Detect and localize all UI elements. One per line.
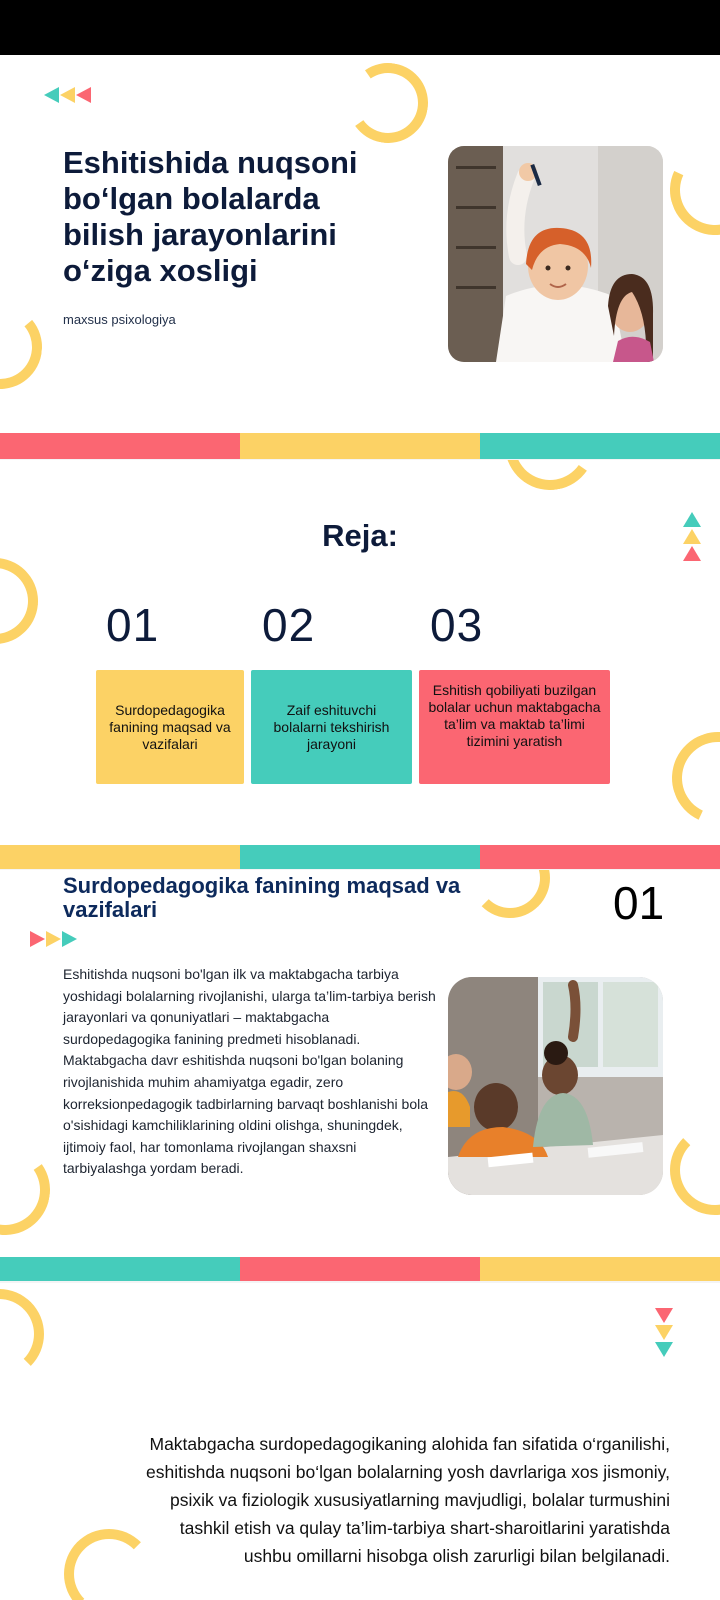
plan-card	[96, 670, 244, 784]
subtitle: maxsus psixologiya	[63, 312, 176, 327]
plan-number: 01	[106, 599, 160, 651]
yellow-arc-icon	[342, 57, 435, 150]
child-photo	[448, 146, 663, 362]
slide-text	[0, 1283, 720, 1600]
yellow-arc-icon	[0, 301, 46, 392]
slide-section-01	[0, 870, 720, 1255]
color-stripe	[0, 1257, 720, 1283]
left-arrows-icon	[44, 85, 94, 105]
status-bar	[0, 0, 720, 55]
classroom-photo	[448, 977, 663, 1195]
plan-number: 03	[430, 599, 484, 651]
section-number: 01	[613, 877, 665, 929]
closing-paragraph: Maktabgacha surdopedagogikaning alohida fan sifatida o‘rganilishi, eshitishda nuqsoni bo‘lgan bolalarning yosh davrlariga xos jismoniy, psixik va fiziologik xususiyatlarning mavjudligi, bolalar turmushini tashkil etish va qulay ta’lim-tarbiya shart-sharoitlarini yaratishda ushbu omillarni hisobga olish zarurligi bilan belgilanadi.	[145, 1434, 670, 1566]
color-stripe	[0, 433, 720, 459]
slide-plan	[0, 460, 720, 845]
yellow-arc-icon	[659, 719, 720, 837]
right-arrows-icon	[30, 931, 84, 951]
plan-card-label: Eshitish qobiliyati buzilgan bolalar uchun maktabgacha ta’lim va maktab ta’limi tizimini yaratish	[428, 682, 601, 749]
plan-card	[251, 670, 412, 784]
plan-number: 02	[262, 599, 316, 651]
section-title: Surdopedagogika fanining maqsad va vazifalari	[63, 873, 461, 922]
yellow-arc-icon	[670, 1125, 720, 1215]
yellow-arc-icon	[498, 460, 602, 497]
page-title: Eshitishida nuqsoni bo‘lgan bolalarda bilish jarayonlarini o‘ziga xosligi	[63, 145, 358, 288]
plan-card	[419, 670, 610, 784]
plan-card-label: Zaif eshituvchi bolalarni tekshirish jarayoni	[273, 701, 390, 752]
photo-child-raising-hand-icon	[448, 146, 663, 362]
photo-classroom-children-icon	[448, 977, 663, 1195]
down-arrows-icon	[655, 1308, 675, 1364]
plan-card-label: Surdopedagogika fanining maqsad va vazifalari	[109, 701, 231, 752]
color-stripe	[0, 845, 720, 871]
yellow-arc-icon	[0, 1289, 44, 1379]
yellow-arc-icon	[0, 1138, 57, 1242]
plan-title: Reja:	[322, 518, 398, 553]
section-body: Eshitishda nuqsoni bo'lgan ilk va maktabgacha tarbiya yoshidagi bolalarning rivojlanishi, ularga ta’lim-tarbiya berish jarayonlari va qonuniyatlari – maktabgacha surdopedagogika fanining predmeti hisoblanadi. Maktabgacha davr eshitishda nuqsoni bo'lgan bolaning rivojlanishida muhim ahamiyatga egadir, zero korreksionpedagogik tadbirlarning barvaqt boshlanishi bola o'sishidagi kamchiliklarining oldini olishga, shuningdek, ijtimoiy faol, har tomonlama rivojlangan shaxsni tarbiyalashga yordam beradi.	[63, 966, 436, 1177]
yellow-arc-icon	[657, 132, 720, 247]
slide-title	[0, 55, 720, 433]
yellow-arc-icon	[0, 540, 56, 661]
